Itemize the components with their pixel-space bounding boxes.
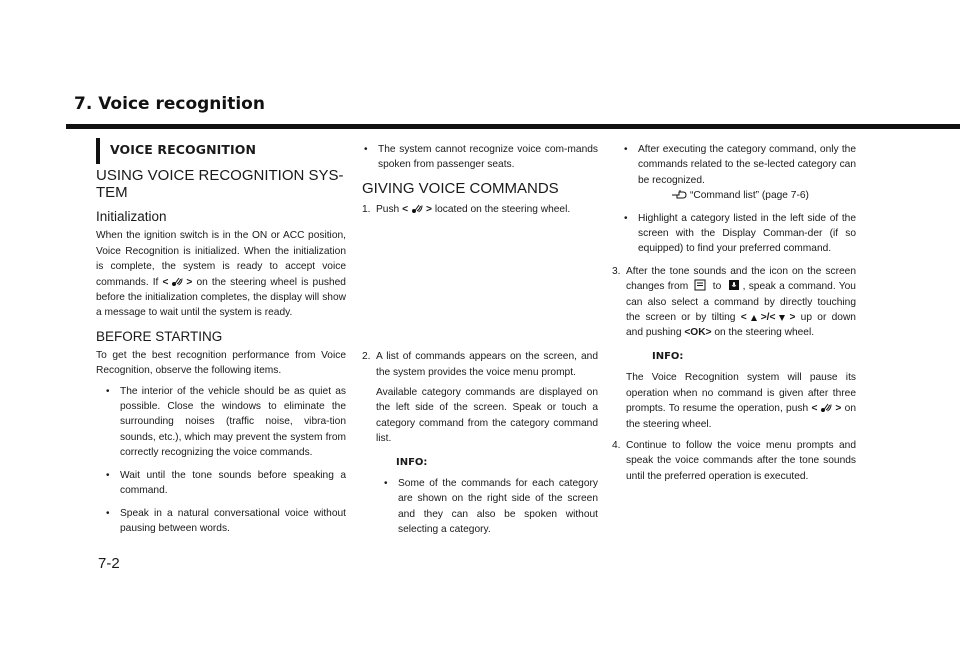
list-item: • Some of the commands for each category are shown on the right side of the screen and they can also be spoken without selecting a category. [382, 476, 598, 538]
step-2-text-2: Available category commands are displayed on the left side of the screen. Speak or touch a category command from the category command list. [376, 387, 598, 445]
info-text: The Voice Recognition system will pause its operation when no command is given after three prompts. To resume the operation, push < > on the steering wheel. [626, 372, 856, 430]
up-key: < >/< > [740, 312, 796, 324]
up-arrow-icon [750, 314, 758, 322]
section-heading-text: VOICE RECOGNITION [110, 142, 257, 157]
info-label: INFO: [652, 350, 684, 362]
initialization-heading: Initialization [96, 209, 167, 225]
talk-switch-key: < > [162, 276, 193, 288]
list-item: • Speak in a natural conversational voice without pausing between words. [104, 506, 346, 537]
before-starting-intro: To get the best recognition performance from Voice Recognition, observe the following items. [96, 349, 346, 377]
column-2 [362, 140, 598, 545]
step-4 [612, 438, 856, 484]
steps-list [362, 202, 598, 538]
step-number: 1. [362, 203, 371, 215]
giving-voice-commands-heading: GIVING VOICE COMMANDS [362, 179, 559, 197]
info-label: INFO: [396, 456, 428, 468]
subsection-title: USING VOICE RECOGNITION SYS-TEM [96, 167, 344, 202]
down-arrow-icon [778, 314, 786, 322]
section-heading-bar [96, 138, 100, 164]
steps-list-continued [612, 264, 856, 484]
initialization-paragraph: When the ignition switch is in the ON or ACC position, Voice Recognition is initialized. When the initialization is complete, the system is ready to accept voice commands. If < > on the steering wheel is pushed before the initialization completes, the display will show a message to wait until the system is ready. [96, 230, 346, 319]
category-list [622, 142, 856, 257]
talk-switch-icon [171, 276, 183, 287]
talk-switch-key: < > [402, 203, 432, 215]
step-1: 1. Push < > located on the steering wheel. [362, 202, 598, 217]
reference-pointer-icon [671, 189, 687, 200]
section-heading [96, 142, 346, 157]
column-3 [612, 140, 856, 490]
list-item: • The system cannot recognize voice com-mands spoken from passenger seats. [362, 142, 598, 173]
list-item: • The interior of the vehicle should be as quiet as possible. Close the windows to eliminate the surrounding noises (traffic noise, vibra-tion sounds, etc.), which may prevent the system from correctly recognizing the voice commands. [104, 384, 346, 461]
microphone-icon [728, 279, 740, 291]
step-3-text: After the tone sounds and the icon on the screen changes from to , speak a command. You can also select a command by directly touching the screen or by tilting < >/< > up or down and pushing <OK> on the steering wheel. [626, 265, 856, 339]
before-starting-heading: BEFORE STARTING [96, 328, 223, 344]
step-2-text: A list of commands appears on the screen, and the system provides the voice menu prompt. [376, 351, 598, 378]
step-4-text: Continue to follow the voice menu prompts and speak the voice commands after the tone sounds until the preferred operation is executed. [626, 439, 856, 482]
step-number: 4. [612, 439, 621, 451]
column-1 [96, 140, 346, 543]
chapter-title: 7. Voice recognition [74, 94, 265, 114]
before-starting-list [104, 384, 346, 537]
list-item: • Highlight a category listed in the left side of the screen with the Display Comman-der (if so equipped) to find your preferred command. [622, 211, 856, 257]
talk-switch-icon [820, 402, 832, 413]
menu-icon [694, 279, 706, 291]
cross-reference: “Command list” (page 7-6) [638, 188, 856, 203]
list-item: • After executing the category command, only the commands related to the se-lected category can be recognized. “Command list” (page 7-6) [622, 142, 856, 204]
step-number: 3. [612, 265, 621, 277]
list-item: • Wait until the tone sounds before speaking a command. [104, 468, 346, 499]
ok-key: <OK> [684, 327, 712, 339]
talk-switch-key: < > [811, 403, 842, 415]
talk-switch-icon [411, 203, 423, 214]
step-2 [362, 349, 598, 537]
page-number: 7-2 [98, 555, 120, 572]
passenger-seat-list [362, 142, 598, 173]
step-3 [612, 264, 856, 432]
info-list [382, 476, 598, 538]
step-number: 2. [362, 351, 371, 363]
header-rule [66, 124, 960, 129]
